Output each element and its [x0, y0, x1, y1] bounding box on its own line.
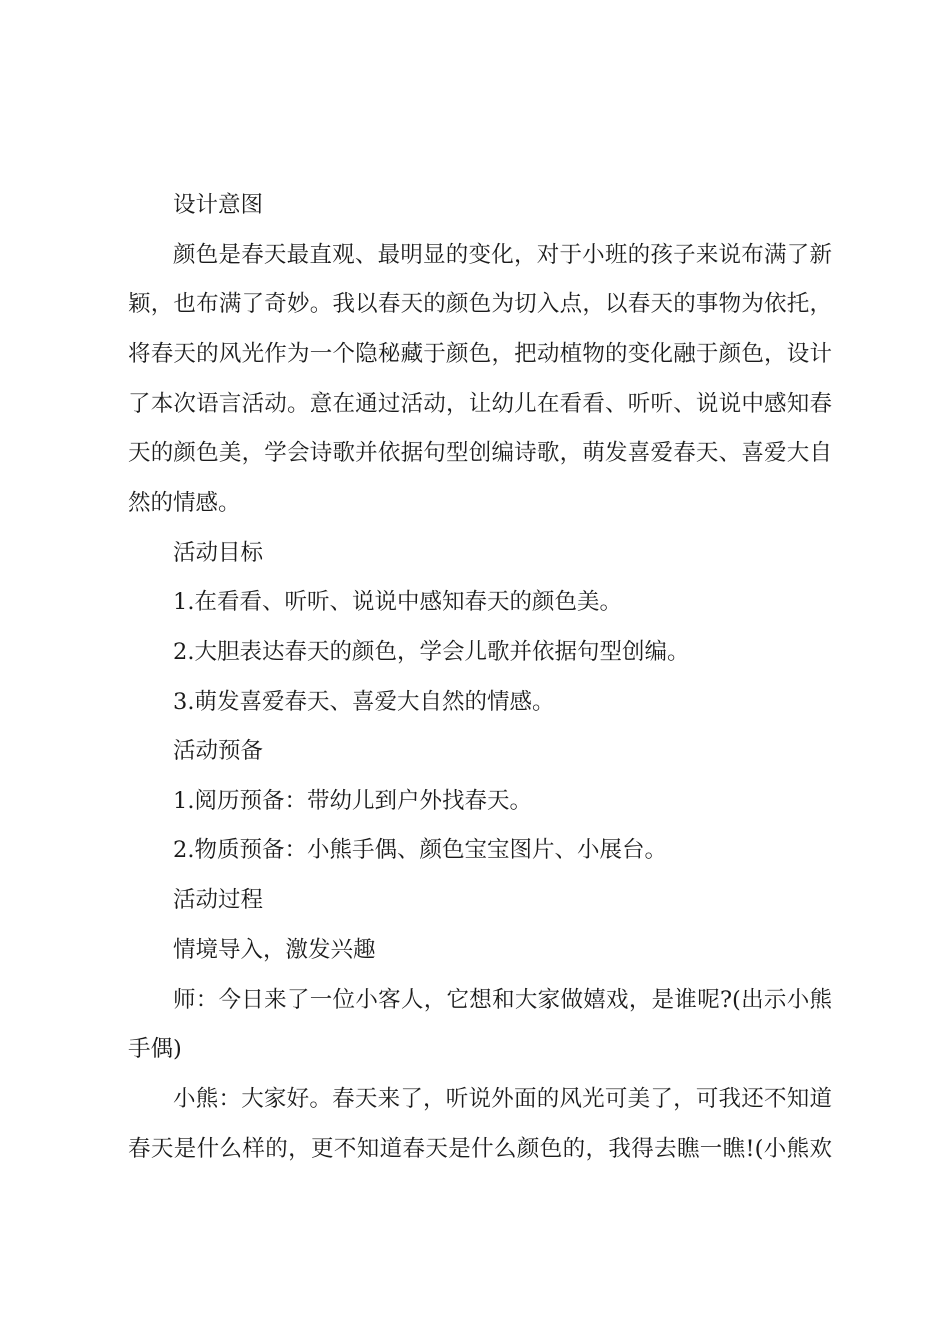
paragraph-line: 然的情感。 [128, 490, 241, 516]
paragraph-line: 师：今日来了一位小客人，它想和大家做嬉戏，是谁呢?(出示小熊 [173, 987, 832, 1013]
list-item: 2.物质预备：小熊手偶、颜色宝宝图片、小展台。 [173, 837, 667, 863]
paragraph-line: 颖，也布满了奇妙。我以春天的颜色为切入点，以春天的事物为依托， [128, 291, 832, 317]
paragraph-line: 小熊：大家好。春天来了，听说外面的风光可美了，可我还不知道 [173, 1086, 832, 1112]
paragraph-line: 手偶) [128, 1036, 182, 1062]
heading-activity-preparation: 活动预备 [173, 738, 264, 764]
heading-activity-goals: 活动目标 [173, 540, 264, 566]
heading-design-intent: 设计意图 [173, 192, 264, 218]
heading-activity-process: 活动过程 [173, 887, 264, 913]
list-item: 3.萌发喜爱春天、喜爱大自然的情感。 [173, 689, 555, 715]
paragraph-line: 将春天的风光作为一个隐秘藏于颜色，把动植物的变化融于颜色，设计 [128, 341, 832, 367]
paragraph-line: 天的颜色美，学会诗歌并依据句型创编诗歌，萌发喜爱春天、喜爱大自 [128, 440, 832, 466]
paragraph-line: 了本次语言活动。意在通过活动，让幼儿在看看、听听、说说中感知春 [128, 391, 832, 417]
subheading: 情境导入，激发兴趣 [173, 937, 376, 963]
list-item: 2.大胆表达春天的颜色，学会儿歌并依据句型创编。 [173, 639, 690, 665]
list-item: 1.阅历预备：带幼儿到户外找春天。 [173, 788, 532, 814]
paragraph-line: 颜色是春天最直观、最明显的变化，对于小班的孩子来说布满了新 [173, 242, 832, 268]
list-item: 1.在看看、听听、说说中感知春天的颜色美。 [173, 589, 622, 615]
paragraph-line: 春天是什么样的，更不知道春天是什么颜色的，我得去瞧一瞧!(小熊欢 [128, 1136, 832, 1162]
